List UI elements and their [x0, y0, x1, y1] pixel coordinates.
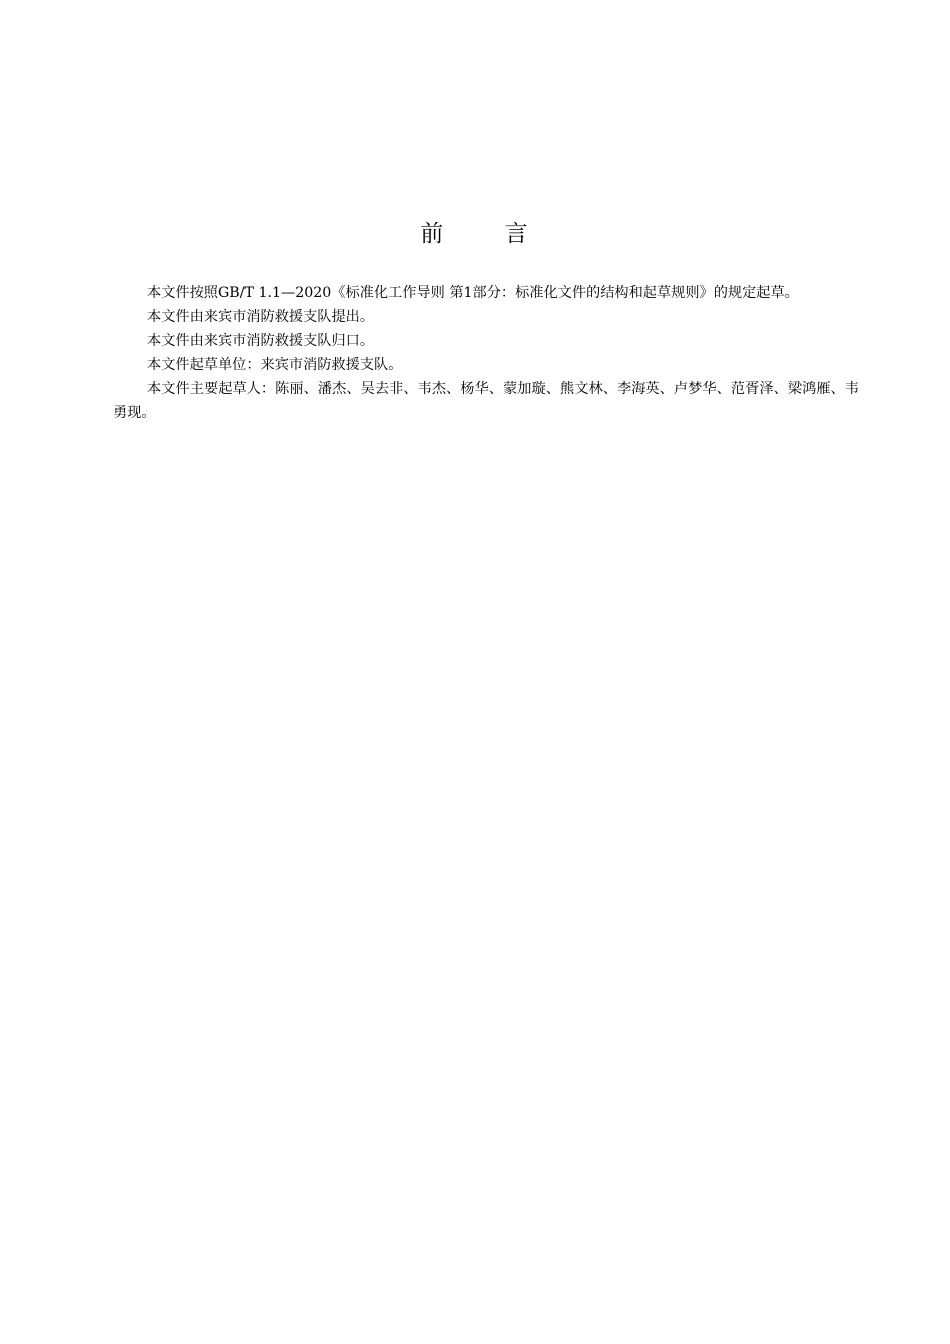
paragraph-drafters: 本文件主要起草人：陈丽、潘杰、吴去非、韦杰、杨华、蒙加璇、熊文林、李海英、卢梦华、范胥泽、梁鸿雁、韦勇现。: [113, 381, 859, 421]
paragraph-proposer: 本文件由来宾市消防救援支队提出。: [147, 309, 375, 325]
page-title: 前 言: [420, 221, 530, 248]
paragraph-centralized-unit: 本文件由来宾市消防救援支队归口。: [147, 333, 375, 349]
paragraph-standard-basis: 本文件按照GB/T 1.1—2020《标准化工作导则 第1部分：标准化文件的结构和起草规则》的规定起草。: [147, 285, 799, 301]
foreword-body: [113, 281, 859, 425]
paragraph-drafting-unit: 本文件起草单位：来宾市消防救援支队。: [147, 357, 403, 373]
